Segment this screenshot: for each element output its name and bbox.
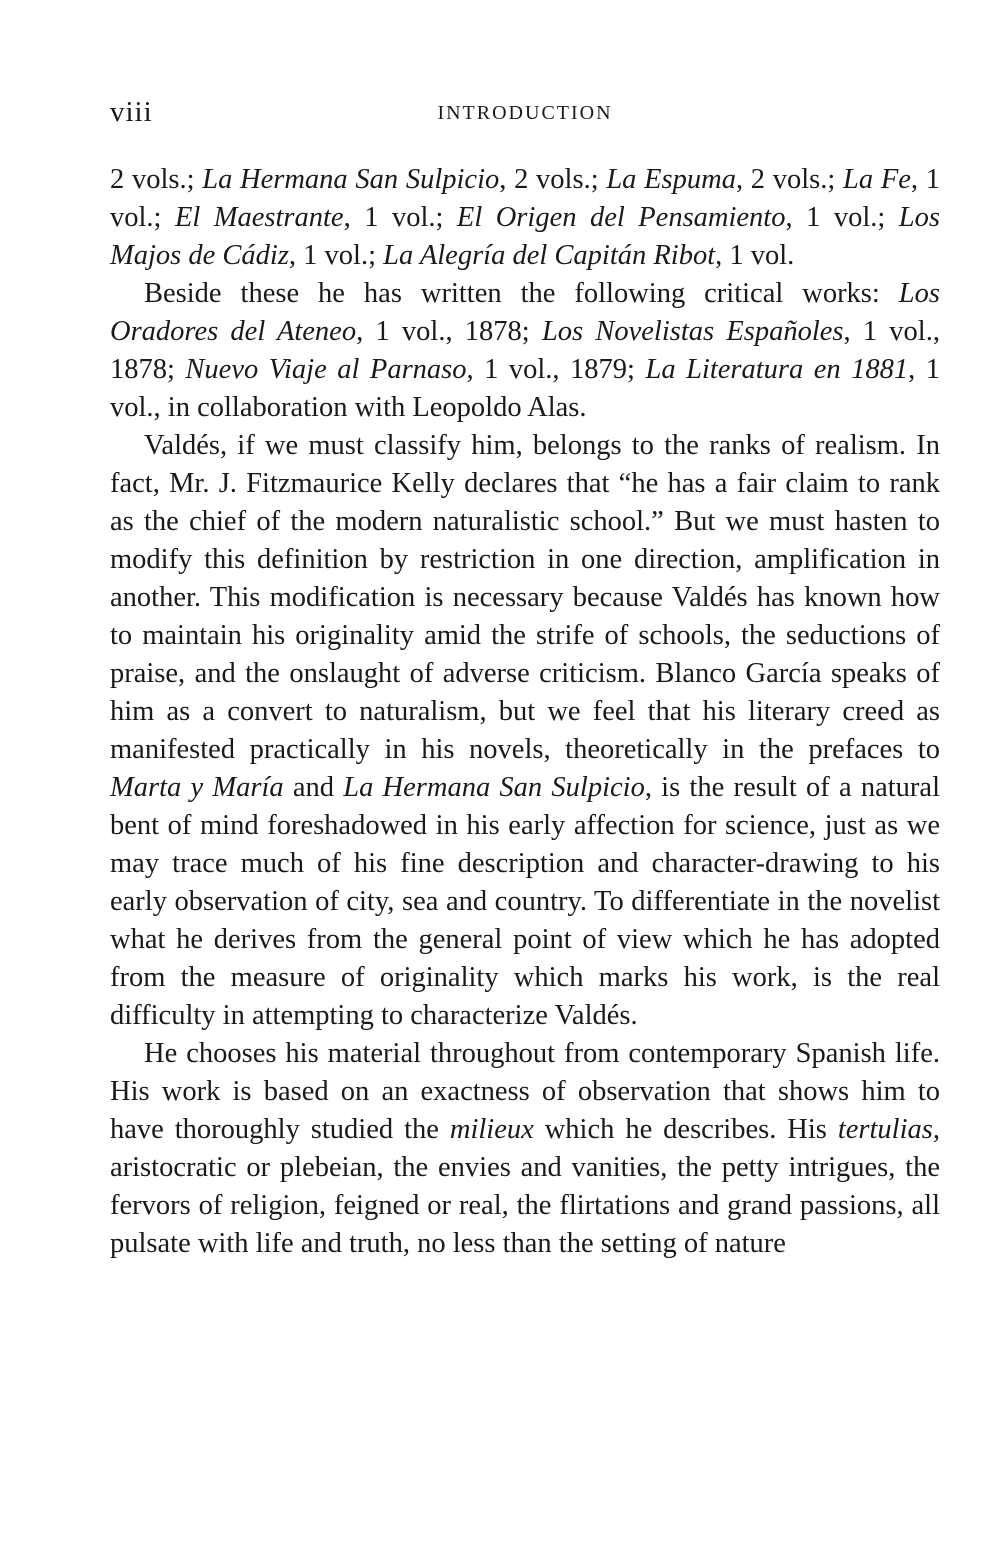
italic-text: tertulias (837, 1114, 933, 1145)
running-title: INTRODUCTION (437, 102, 613, 124)
text-run: , 1 vol., 1878; (110, 316, 940, 385)
text-run: , aristocratic or plebeian, the envies and vanities, the petty intrigues, the fervors of religion, feigned or real, the flirtations and grand passions, all pulsate with life and truth, no less than the setting of nature (110, 1114, 940, 1259)
text-run: , 1 vol.; (343, 202, 457, 233)
paragraph (110, 1035, 940, 1263)
paragraph (110, 427, 940, 1035)
italic-text: milieux (449, 1114, 534, 1145)
text-run: , 1 vol.; (785, 202, 899, 233)
text-run: , 1 vol.; (110, 164, 940, 233)
paragraph (110, 161, 940, 275)
page-header (110, 96, 940, 132)
text-run: , 1 vol., 1878; (356, 316, 542, 347)
italic-text: El Maestrante (174, 202, 344, 233)
text-run: Beside these he has written the following critical works: (144, 278, 899, 309)
italic-text: Marta y María (110, 772, 284, 803)
italic-text: La Alegría del Capitán Ribot (383, 240, 716, 271)
text-run: , 1 vol.; (288, 240, 384, 271)
text-run: Valdés, if we must classify him, belongs to the ranks of realism. In fact, Mr. J. Fitzmaurice Kelly declares that “he has a fair claim to rank as the chief of the modern naturalistic school.” But we must hasten to modify this definition by restriction in one direction, amplification in another. This modification is necessary because Valdés has known how to maintain his originality amid the strife of schools, the seductions of praise, and the onslaught of adverse criticism. Blanco García speaks of him as a convert to naturalism, but we feel that his literary creed as manifested practically in his novels, theoretically in the prefaces to (110, 430, 940, 765)
text-run: 2 vols.; (110, 164, 203, 195)
text-run: which he describes. His (533, 1114, 838, 1145)
paragraph (110, 275, 940, 427)
text-run: , 1 vol., in collaboration with Leopoldo Alas. (110, 354, 941, 423)
text-run: and (283, 772, 344, 803)
italic-text: La Hermana San Sulpicio (202, 164, 500, 195)
text-run: , 1 vol. (715, 240, 795, 271)
body-text (110, 161, 940, 1263)
text-run: , 1 vol., 1879; (466, 354, 646, 385)
italic-text: La Fe (843, 164, 911, 195)
italic-text: Nuevo Viaje al Parnaso (185, 354, 467, 385)
italic-text: Los Novelistas Españoles (541, 316, 844, 347)
text-run: , is the result of a natural bent of mind foreshadowed in his early affection for science, just as we may trace much of his fine description and character-drawing to his early observation of city, sea and country. To differentiate in the novelist what he derives from the general point of view which he has adopted from the measure of originality which marks his work, is the real difficulty in attempting to characterize Valdés. (110, 772, 940, 1031)
text-run: , 2 vols.; (499, 164, 607, 195)
italic-text: El Origen del Pensamiento (456, 202, 786, 233)
italic-text: Los Oradores del Ateneo (110, 278, 940, 347)
text-run: , 2 vols.; (735, 164, 844, 195)
italic-text: Los Majos de Cádiz (110, 202, 940, 271)
page-number: viii (110, 96, 153, 128)
italic-text: La Hermana San Sulpicio (343, 772, 645, 803)
italic-text: La Espuma (606, 164, 736, 195)
italic-text: La Literatura en 1881 (645, 354, 909, 385)
text-run: He chooses his material throughout from contemporary Spanish life. His work is based on an exactness of observation that shows him to have thoroughly studied the (110, 1038, 940, 1145)
